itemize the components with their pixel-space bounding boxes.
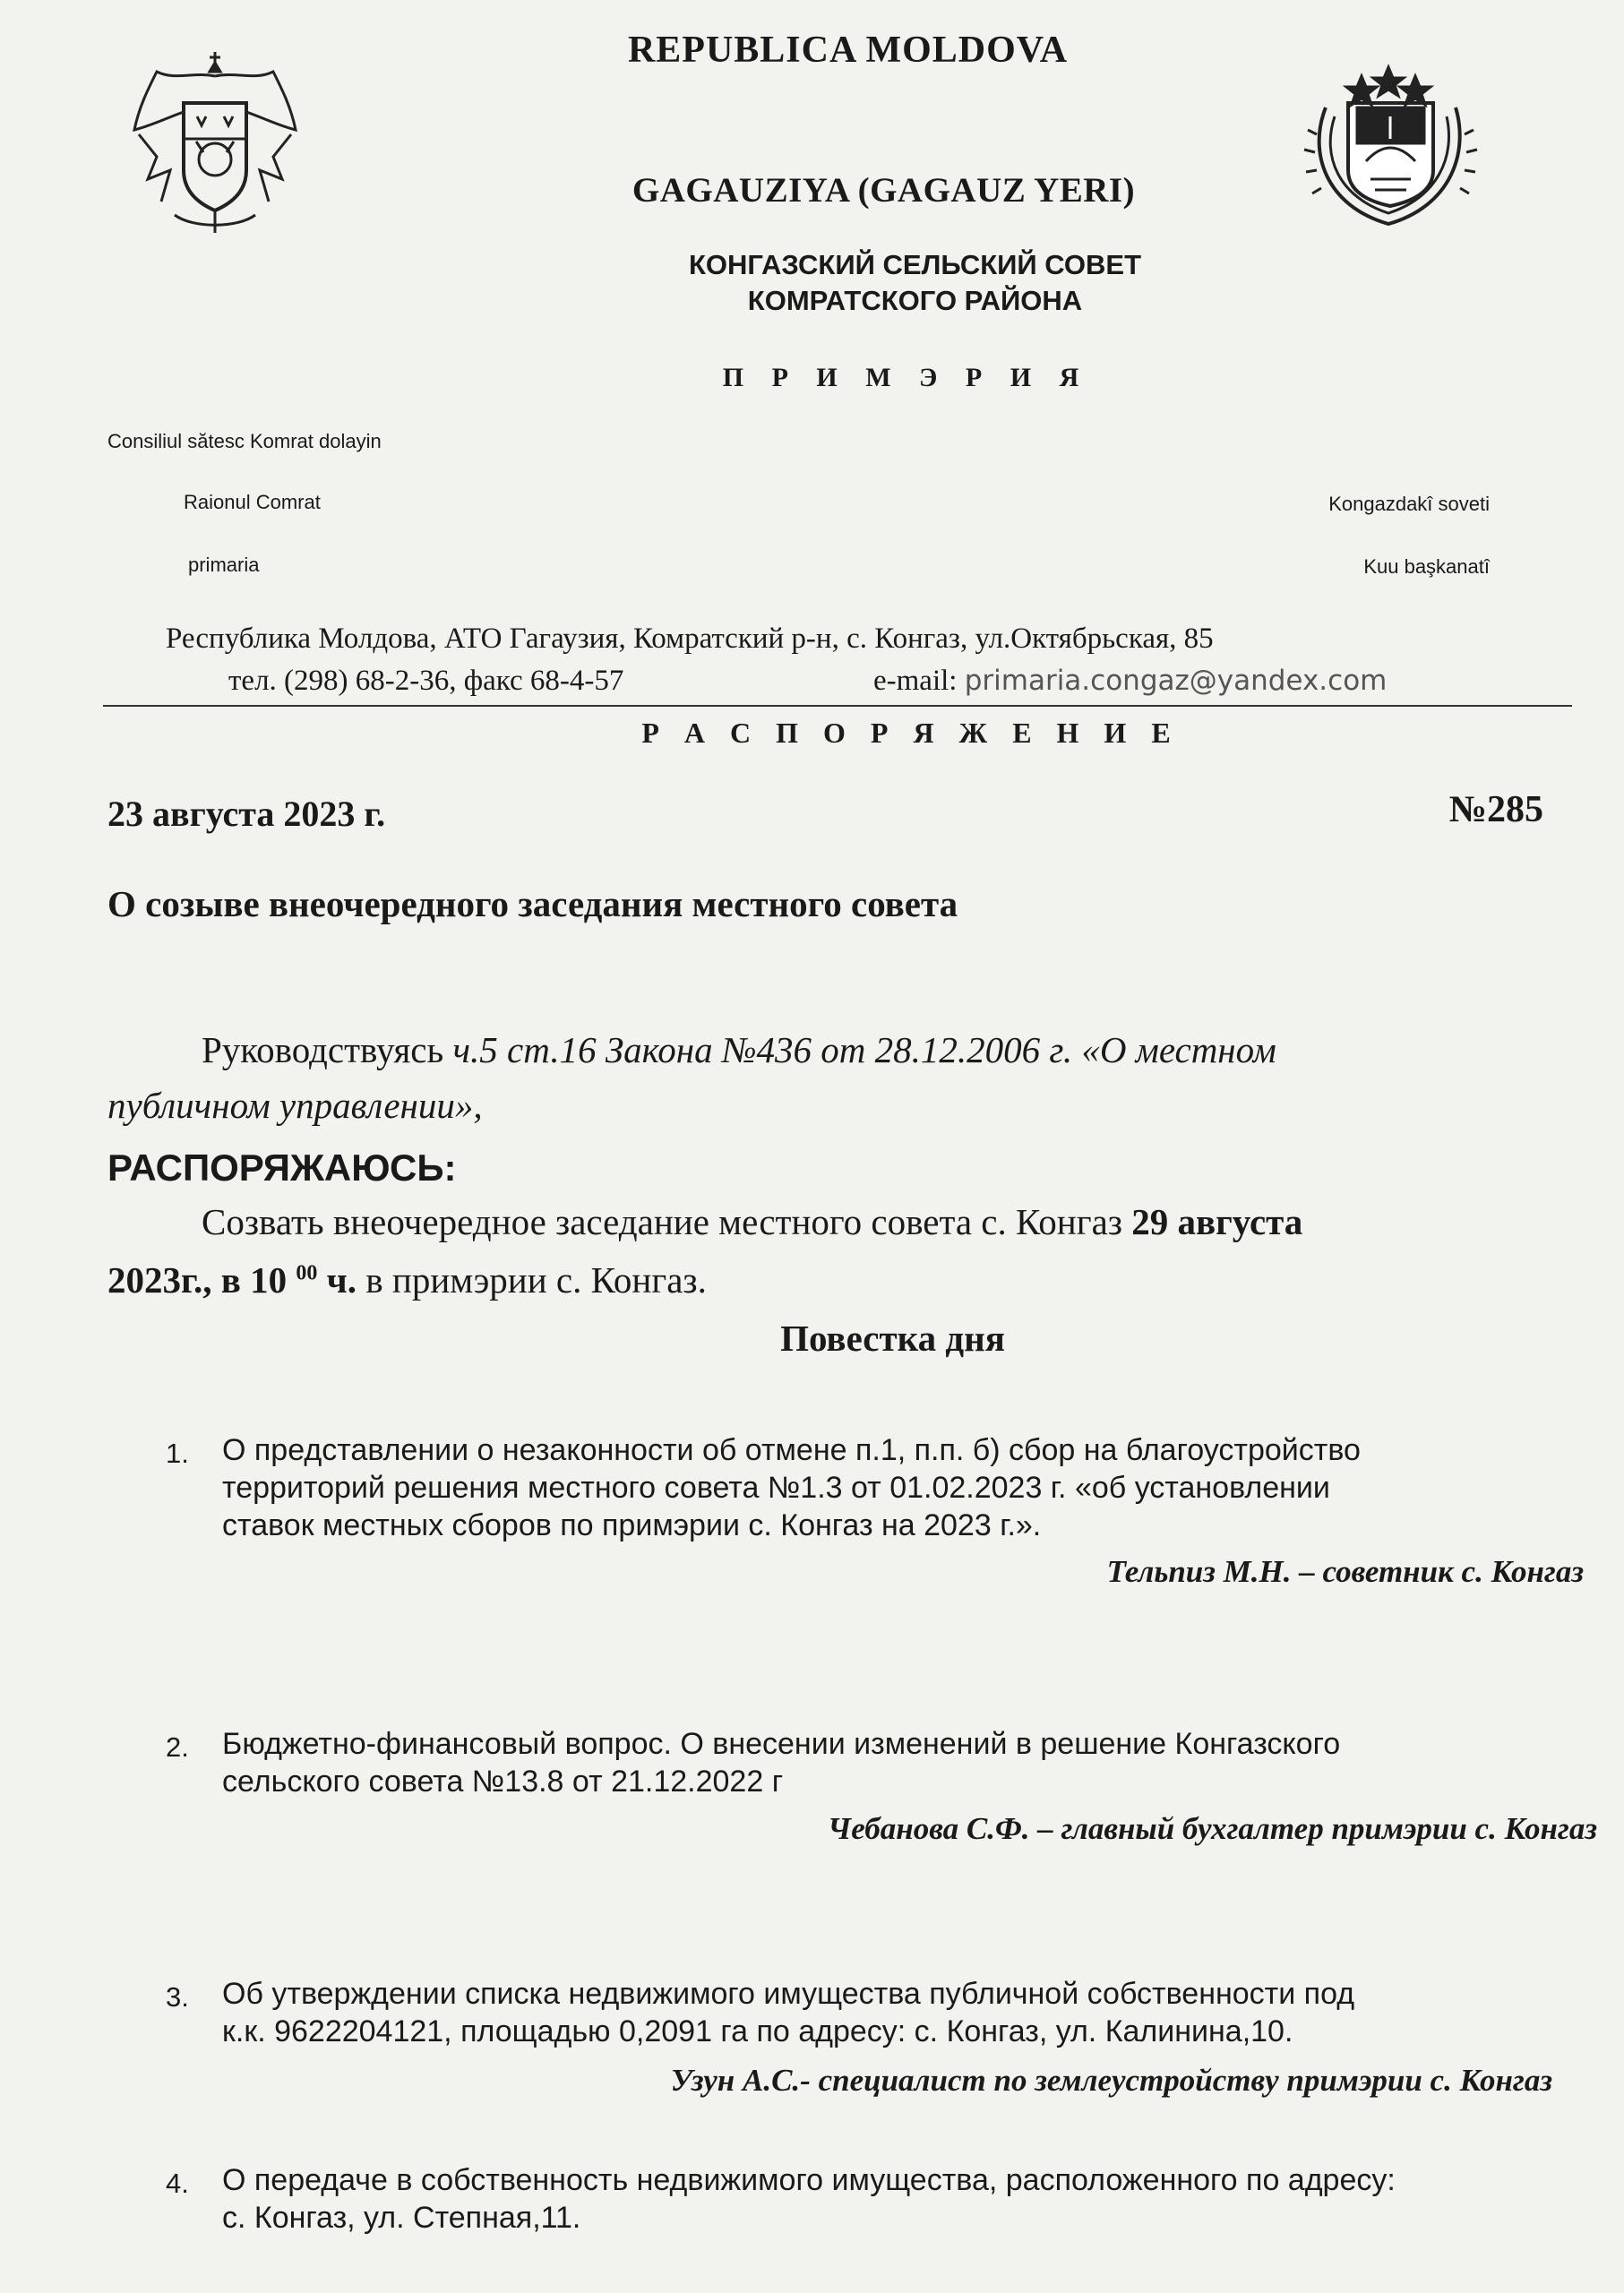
agenda-item-line: О представлении о незаконности об отмене п.1, п.п. б) сбор на благоустройство — [222, 1433, 1361, 1467]
right-heading-line1: Kongazdakî soveti — [1328, 493, 1490, 515]
right-heading-line2: Kuu başkanatî — [1363, 555, 1490, 578]
convene-line1 — [202, 1200, 1302, 1243]
agenda-item-line: ставок местных сборов по примэрии с. Конгаз на 2023 г.». — [222, 1508, 1042, 1542]
agenda-item-responsible: Чебанова С.Ф. – главный бухгалтер примэрии с. Конгаз — [828, 1811, 1597, 1846]
agenda-item-line: территорий решения местного совета №1.3 от 01.02.2023 г. «об установлении — [222, 1471, 1330, 1505]
agenda-item-text — [222, 1975, 1354, 2050]
address-line: Республика Молдова, АТО Гагаузия, Комратский р-н, с. Конгаз, ул.Октябрьская, 85 — [166, 623, 1214, 655]
preamble-line1 — [202, 1028, 1276, 1071]
law-reference: ч.5 ст.16 Закона №436 от 28.12.2006 г. «О местном — [452, 1029, 1276, 1070]
header-divider — [103, 705, 1572, 707]
agenda-item-line: Бюджетно-финансовый вопрос. О внесении изменений в решение Конгазского — [222, 1727, 1341, 1761]
order-heading: РАСПОРЯЖАЮСЬ: — [107, 1146, 457, 1189]
convene-text: Созвать внеочередное заседание местного совета с. Конгаз — [202, 1201, 1132, 1242]
country-title: REPUBLICA MOLDOVA — [627, 30, 1069, 71]
preamble-line2: публичном управлении», — [107, 1085, 483, 1126]
office-title: П Р И М Э Р И Я — [722, 363, 1090, 392]
convene-place: в примэрии с. Конгаз. — [357, 1259, 707, 1301]
agenda-item-line: сельского совета №13.8 от 21.12.2022 г — [222, 1765, 784, 1799]
document-type: Р А С П О Р Я Ж Е Н И Е — [641, 717, 1180, 749]
left-heading-line3: primaria — [188, 554, 260, 576]
convene-year: 2023г., в 10 — [107, 1259, 296, 1301]
council-title-line1: КОНГАЗСКИЙ СЕЛЬСКИЙ СОВЕТ — [688, 249, 1142, 280]
agenda-item-number: 1. — [166, 1438, 189, 1469]
agenda-item-text — [222, 2161, 1396, 2237]
region-title: GAGAUZIYA (GAGAUZ YERI) — [632, 171, 1136, 210]
document-date: 23 августа 2023 г. — [107, 794, 386, 834]
council-title-line2: КОМРАТСКОГО РАЙОНА — [747, 285, 1083, 316]
convene-minutes: 00 — [296, 1261, 318, 1285]
phone-fax-line: тел. (298) 68-2-36, факс 68-4-57 — [228, 665, 624, 697]
convene-line2 — [107, 1258, 707, 1301]
convene-date: 29 августа — [1131, 1201, 1303, 1242]
agenda-item-number: 2. — [166, 1731, 189, 1763]
email-link[interactable]: primaria.congaz@yandex.com — [964, 665, 1388, 697]
agenda-item-responsible: Узун А.С.- специалист по землеустройству примэрии с. Конгаз — [670, 2063, 1552, 2098]
document-subject: О созыве внеочередного заседания местного совета — [107, 883, 958, 924]
email-label: e-mail: — [873, 665, 958, 697]
convene-hour: ч. — [317, 1259, 357, 1301]
agenda-title: Повестка дня — [780, 1318, 1005, 1359]
agenda-item-text — [222, 1431, 1361, 1544]
email-line — [873, 665, 1387, 698]
agenda-item-line: с. Конгаз, ул. Степная,11. — [222, 2201, 581, 2235]
left-heading-line2: Raionul Comrat — [184, 491, 321, 513]
agenda-item-text — [222, 1725, 1340, 1800]
preamble-lead: Руководствуясь — [202, 1029, 453, 1070]
left-heading-line1: Consiliul sătesc Komrat dolayin — [107, 430, 382, 452]
agenda-item-line: О передаче в собственность недвижимого имущества, расположенного по адресу: — [222, 2163, 1396, 2197]
agenda-item-line: к.к. 9622204121, площадью 0,2091 га по адресу: с. Конгаз, ул. Калинина,10. — [222, 2014, 1293, 2048]
agenda-item-number: 4. — [166, 2168, 189, 2199]
agenda-item-number: 3. — [166, 1981, 189, 2013]
document-number: №285 — [1448, 789, 1543, 830]
agenda-item-line: Об утверждении списка недвижимого имущества публичной собственности под — [222, 1977, 1355, 2011]
agenda-item-responsible: Тельпиз М.Н. – советник с. Конгаз — [1106, 1554, 1584, 1589]
